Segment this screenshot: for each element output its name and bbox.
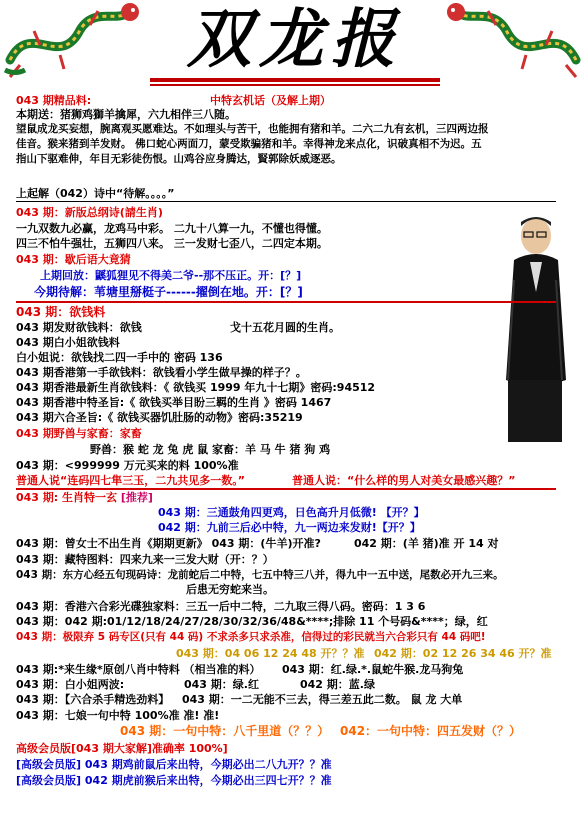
s5-line1a: 043 期发财欲钱料：欲钱 <box>16 321 142 334</box>
s9-line5a: 043 期：一句中特：八千里道（？？） <box>120 724 330 738</box>
s7-tag: [推荐] <box>120 491 153 504</box>
s10-line1: 高级会员版[043 期大家解]准确率 100%] <box>16 742 228 755</box>
dragon-right-icon <box>446 0 586 85</box>
title-stripe-thin <box>150 84 440 86</box>
divider <box>16 201 556 202</box>
s10-line2: [高级会员版] 043 期鸡前鼠后来出特，今期必出二八九开？？准 <box>16 758 332 771</box>
s5-line5: 043 期香港最新生肖欲钱料：《 欲钱买 1999 年九十七期》密码:94512 <box>16 381 376 394</box>
title-stripe <box>150 78 440 82</box>
s4-line2: 今期待解：苇塘里掰梃子------擢倒在地。开：[？] <box>34 285 303 299</box>
s9-line3a: 043 期：【六合杀手精选劲料】 <box>16 693 170 706</box>
s9-line2b: 043 期：绿.红 <box>184 678 259 691</box>
man-in-robe-photo <box>500 212 570 452</box>
s9-line1b: 043 期：红.绿.*.鼠蛇牛猴.龙马狗兔 <box>282 663 464 676</box>
s1-title: 中特玄机话（及解上期） <box>210 94 331 107</box>
s4-label: 043 期：歇后语大竟猜 <box>16 253 131 266</box>
dragon-left-icon <box>0 0 140 85</box>
s8-line3b: 后患无穷蛇来当。 <box>186 583 274 596</box>
s1-line4: 指山下驱难伸，年目无彩徒伤恨。山鸡谷应身腾达，賢郭除妖威逐恶。 <box>16 153 342 165</box>
s8-line5: 043 期：042 期:01/12/18/24/27/28/30/32/36/48&****;排除 11 个号码&****；绿，红 <box>16 615 488 628</box>
s4-line1: 上期回放：鼷狐狸见不得美二爷--那不压正。开：[？] <box>40 269 302 282</box>
s1-line1: 本期送：猪狮鸡獅羊擒犀，六九相伴三八随。 <box>16 108 236 121</box>
s3-label: 043 期：新版总纲诗(請生肖) <box>16 206 163 219</box>
s5-line6: 043 期香港中特圣旨:《 欲钱买举目盼三羁的生肖 》密码 1467 <box>16 396 332 409</box>
s5-line2: 043 期白小姐欲钱料 <box>16 336 120 349</box>
s8-line2: 043 期：藏特图料：四来九来一三发大财（开：？） <box>16 553 274 566</box>
s6-label: 043 期野兽与家畜：家畜 <box>16 427 142 440</box>
divider-red-2 <box>16 488 556 490</box>
s3-title: 新版总纲诗(請生肖) <box>64 206 163 219</box>
s8-line7b: 042 期：02 12 26 34 46 开？准 <box>374 647 552 660</box>
divider-red <box>16 301 556 303</box>
s3-line2: 四三不怕牛强壮，五狮四八来。 三一发财七歪八，二四定本期。 <box>16 237 328 250</box>
s1-label: 043 期精品料: <box>16 94 92 107</box>
s5-line1b: 戈十五花月圆的生肖。 <box>230 321 340 334</box>
s9-line2c: 042 期：蓝.绿 <box>300 678 375 691</box>
s1-line2: 望鼠成龙买妄想，腕离观买愿难达。不如理头与苦干，也能拥有猪和羊。二六二九有玄机，三四两边报 <box>16 123 489 135</box>
s10-line3: [高级会员版] 042 期虎前猴后来出特，今期必出三四七开？？准 <box>16 774 332 787</box>
s9-line3b: 043 期：一二无能不三去，得三差五此二数。 鼠 龙 大单 <box>182 693 463 706</box>
s8-line1a: 043 期：曾女士不出生肖《期期更新》 043 期：(牛羊)开准? <box>16 537 321 550</box>
s7-line2: 042 期：九前三后必中特，九一两边来发财!【开？】 <box>158 521 421 534</box>
s6-line3b: 普通人说：“什么样的男人对美女最感兴趣？” <box>292 474 516 487</box>
s5-label: 043 期：欲钱料 <box>16 305 106 319</box>
s7-label: 043 期: 生肖特一玄 [推荐] <box>16 491 153 504</box>
page-title: 双龙报 <box>187 2 403 77</box>
s6-line3a: 普通人说“连码四七隼三玉，二九共见多一数。” <box>16 474 245 487</box>
s9-line4: 043 期：七娘一句中特 100%准 准! 准! <box>16 709 220 722</box>
s5-line3: 白小姐说：欲钱找二四一手中的 密码 136 <box>16 351 223 364</box>
s8-line4: 043 期：香港六合彩光碟独家料：三五一后中二特，二九取三得八码。密码：1 3 6 <box>16 600 426 613</box>
s3-line1: 一九双数九必赢，龙鸡马中彩。 二九十八算一九，不懂也得懂。 <box>16 222 328 235</box>
s2-text: 上起解（042）诗中“待解。。。。” <box>16 187 175 200</box>
s4-title: 歇后语大竟猜 <box>64 253 131 266</box>
s8-line7a: 043 期：04 06 12 24 48 开？？准 <box>176 647 365 660</box>
s6-line1: 野兽：猴 蛇 龙 兔 虎 鼠 家畜：羊 马 牛 猪 狗 鸡 <box>90 443 331 456</box>
s5-line7: 043 期六合圣旨:《 欲钱买器饥肚肠的动物》密码:35219 <box>16 411 303 424</box>
s7-line1: 043 期：三通鼓角四更鸡，日色高升月低微! 【开？】 <box>158 506 425 519</box>
s8-line1b: 042 期：(羊 猪)准 开 14 对 <box>354 537 499 550</box>
s9-line5b: 042：一句中特：四五发财（？） <box>340 724 522 738</box>
s6-line2: 043 期：<999999 万元买来的料 100%准 <box>16 459 239 472</box>
s9-line2a: 043 期：白小姐两波: <box>16 678 125 691</box>
s9-line1a: 043 期:*来生缘*原创八肖中特料 （相当准的料） <box>16 663 261 676</box>
s8-line3: 043 期：东方心经五句现码诗：龙前蛇后二中特，七五中特三八并，得九中一五中送，尾数必开九三来。 <box>16 569 504 581</box>
s8-line6: 043 期：极限弃 5 码专区(只有 44 码) 不求杀多只求杀准，信得过的彩民就当六合彩只有 44 码吧! <box>16 631 486 643</box>
s1-line3: 佳音。猴来猪到羊发财。 佛口蛇心两面刀，蒙受欺骗猪和羊。幸得神龙来点化，识破真相不为迟。五 <box>16 138 482 150</box>
s5-line4: 043 期香港第一手欲钱料：欲钱看小学生做早操的样子？。 <box>16 366 307 379</box>
